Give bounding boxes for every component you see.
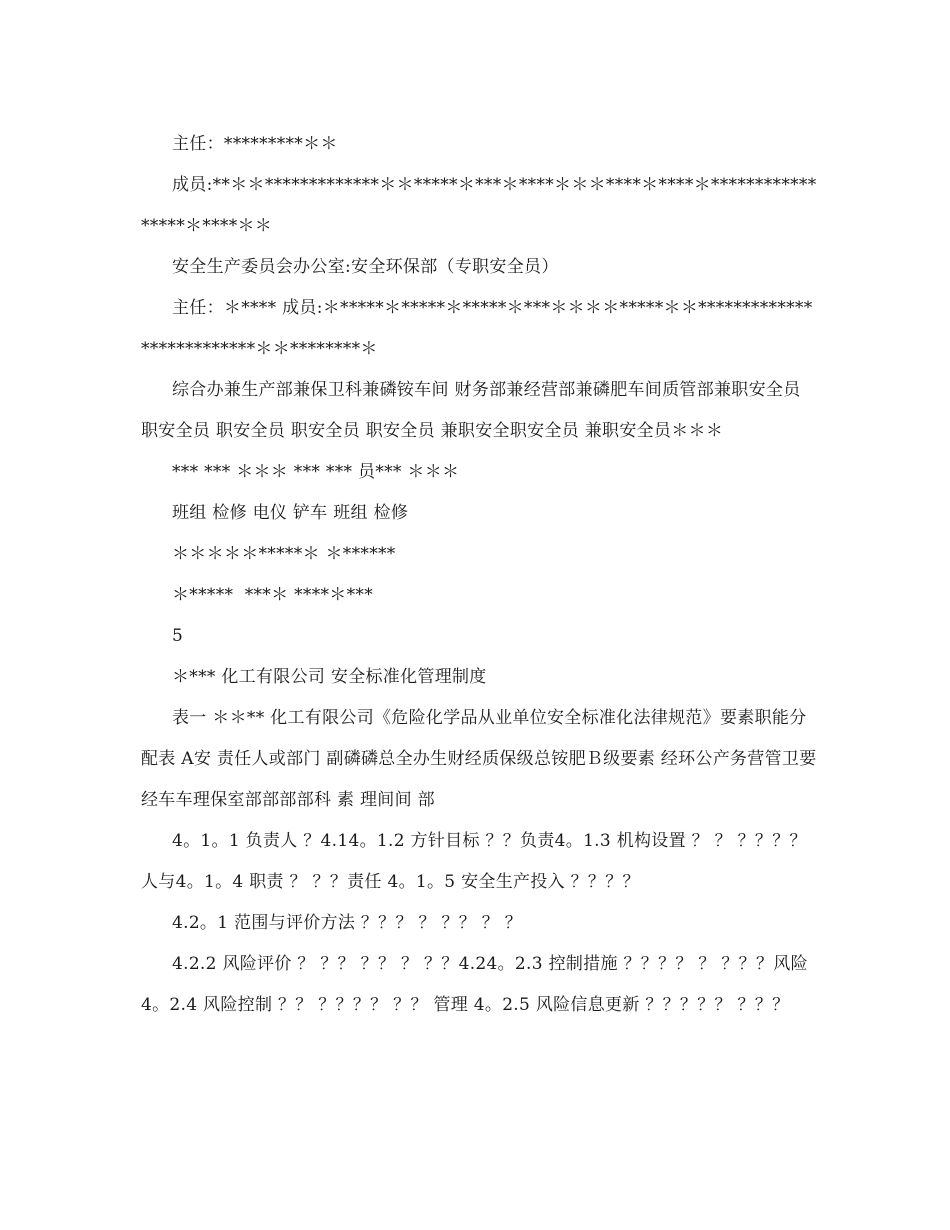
names-row-3: ＊***** ***＊ ****＊*** — [172, 585, 374, 605]
departments-safety-officers-line: 综合办兼生产部兼保卫科兼磷铵车间 财务部兼经营部兼磷肥车间质管部兼职安全员 职安全员 职安全员 职安全员 职安全员 兼职安全职安全员 兼职安全员＊＊＊ — [141, 380, 807, 441]
page-number: 5 — [172, 626, 184, 646]
names-row-1: *** *** ＊＊＊ *** *** 员*** ＊＊＊ — [172, 462, 460, 482]
table-one-caption: 表一 ＊＊** 化工有限公司《危险化学品从业单位安全标准化法律规范》要素职能分配表 A安 责任人或部门 副磷磷总全办生财经质保级总铵肥Ｂ级要素 经环公产务营管卫要经车车理保室部部部部科 素 理间间 部 — [141, 708, 817, 810]
committee-members-line: 成员:**＊＊*************＊＊*****＊***＊****＊＊＊****＊****＊*****************＊****＊＊ — [141, 175, 817, 236]
office-director-members-line: 主任：＊**** 成员:＊*****＊*****＊*****＊***＊＊＊＊*****＊＊**************************＊＊********＊ — [141, 298, 813, 359]
safety-office-line: 安全生产委员会办公室:安全环保部（专职安全员） — [172, 257, 559, 277]
section-4-2-1-line: 4.2。1 范围与评价方法 ？？？ ？ ？？ ？ ？ — [172, 913, 523, 933]
teams-row: 班组 检修 电仪 铲车 班组 检修 — [172, 503, 409, 523]
names-row-2: ＊＊＊＊＊*****＊ ＊****** — [172, 544, 396, 564]
section-4-2-2-line: 4.2.2 风险评价 ？ ？？ ？？ ？ ？？4.24。2.3 控制措施 ？？？？ ？ ？？？风险4。2.4 风险控制 ？？ ？？？？ ？？ 管理 4。2.5 风险信息更新 ？？？？？ ？？？ — [141, 954, 808, 1015]
committee-director-line: 主任：*********＊＊ — [172, 134, 338, 154]
document-header: ＊*** 化工有限公司 安全标准化管理制度 — [172, 667, 487, 687]
section-4-1-line: 4。1。1 负责人 ？4.14。1.2 方针目标 ？？负责4。1.3 机构设置 ？ ？ ？？？？ 人与4。1。4 职责 ？ ？？责任 4。1。5 安全生产投入 ？？？？ — [141, 831, 813, 892]
document-body — [141, 124, 821, 1026]
